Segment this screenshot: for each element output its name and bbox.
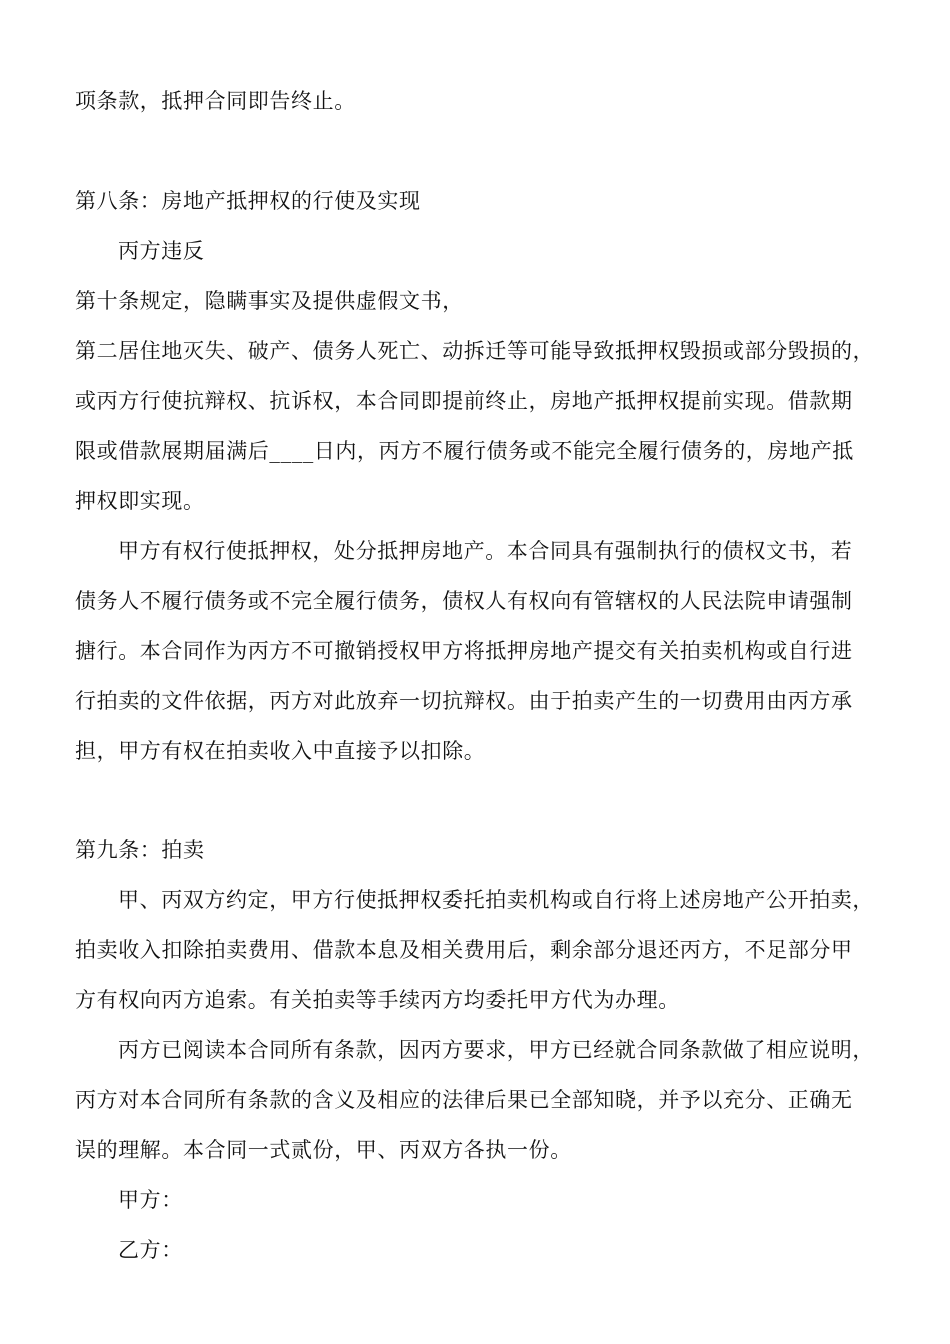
text-line: 甲、丙双方约定，甲方行使抵押权委托拍卖机构或自行将上述房地产公开拍卖， [118, 888, 874, 912]
text-line: 项条款，抵押合同即告终止。 [75, 89, 356, 113]
text-line: 拍卖收入扣除拍卖费用、借款本息及相关费用后，剩余部分退还丙方，不足部分甲 [75, 938, 853, 962]
text-line: 方有权向丙方追索。有关拍卖等手续丙方均委托甲方代为办理。 [75, 988, 680, 1012]
text-line: 担，甲方有权在拍卖收入中直接予以扣除。 [75, 739, 486, 763]
text-line: 债务人不履行债务或不完全履行债务，债权人有权向有管辖权的人民法院申请强制 [75, 589, 853, 613]
text-line: 第十条规定，隐瞒事实及提供虚假文书， [75, 289, 464, 313]
section-heading-article-9: 第九条：拍卖 [75, 838, 205, 862]
signature-party-a: 甲方： [118, 1188, 183, 1212]
text-line: 搪行。本合同作为丙方不可撤销授权甲方将抵押房地产提交有关拍卖机构或自行进 [75, 639, 853, 663]
section-heading-article-8: 第八条：房地产抵押权的行使及实现 [75, 189, 421, 213]
text-line: 行拍卖的文件依据，丙方对此放弃一切抗辩权。由于拍卖产生的一切费用由丙方承 [75, 689, 853, 713]
text-line: 或丙方行使抗辩权、抗诉权，本合同即提前终止，房地产抵押权提前实现。借款期 [75, 389, 853, 413]
text-line: 丙方违反 [118, 239, 205, 263]
signature-party-b: 乙方： [118, 1238, 183, 1262]
text-line: 丙方对本合同所有条款的含义及相应的法律后果已全部知晓，并予以充分、正确无 [75, 1088, 853, 1112]
text-line: 押权即实现。 [75, 489, 205, 513]
text-line: 甲方有权行使抵押权，处分抵押房地产。本合同具有强制执行的债权文书，若 [118, 539, 853, 563]
text-line: 丙方已阅读本合同所有条款，因丙方要求，甲方已经就合同条款做了相应说明， [118, 1038, 874, 1062]
text-line: 第二居住地灭失、破产、债务人死亡、动拆迁等可能导致抵押权毁损或部分毁损的， [75, 339, 875, 363]
text-line: 误的理解。本合同一式贰份，甲、丙双方各执一份。 [75, 1138, 572, 1162]
text-line: 限或借款展期届满后____日内，丙方不履行债务或不能完全履行债务的，房地产抵 [75, 439, 854, 463]
